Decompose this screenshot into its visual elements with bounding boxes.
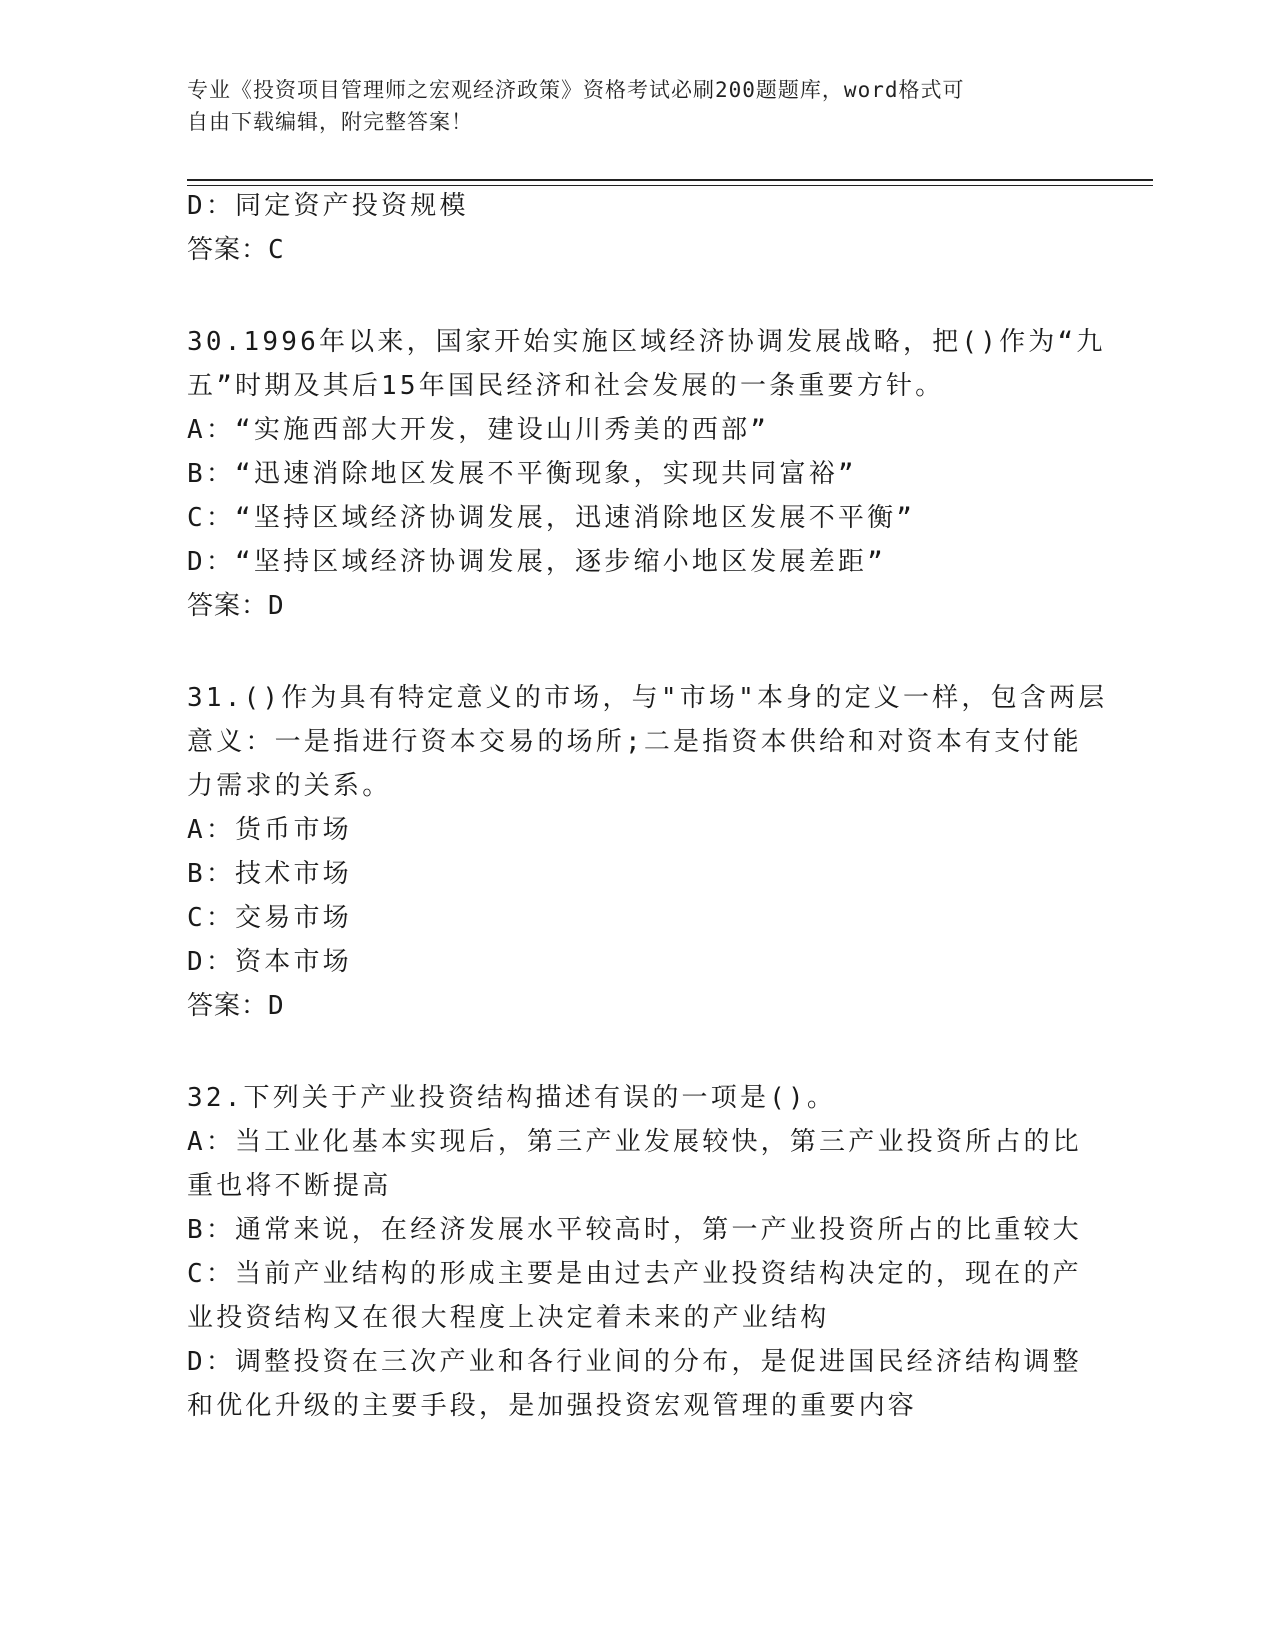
q31-option-a: A：货币市场 xyxy=(187,815,352,845)
q31-answer: 答案：D xyxy=(187,991,285,1021)
q30-option-a: A：“实施西部大开发，建设山川秀美的西部” xyxy=(187,415,770,445)
header-line-1: 专业《投资项目管理师之宏观经济政策》资格考试必刷200题题库，word格式可 xyxy=(187,78,965,102)
q30-option-c: C：“坚持区域经济协调发展，迅速消除地区发展不平衡” xyxy=(187,503,916,533)
q31-option-b: B：技术市场 xyxy=(187,859,352,889)
q30-stem-line-2: 五”时期及其后15年国民经济和社会发展的一条重要方针。 xyxy=(187,371,945,401)
q32-option-d-line-2: 和优化升级的主要手段，是加强投资宏观管理的重要内容 xyxy=(187,1391,918,1421)
page-header xyxy=(187,74,1077,138)
q31-stem-line-2: 意义：一是指进行资本交易的场所;二是指资本供给和对资本有支付能 xyxy=(187,727,1082,757)
q30-answer: 答案：D xyxy=(187,591,285,621)
q30-option-d: D：“坚持区域经济协调发展，逐步缩小地区发展差距” xyxy=(187,547,886,577)
q30-option-b: B：“迅速消除地区发展不平衡现象，实现共同富裕” xyxy=(187,459,857,489)
prev-answer: 答案：C xyxy=(187,235,285,265)
q32-stem-line-1: 32.下列关于产业投资结构描述有误的一项是()。 xyxy=(187,1083,837,1113)
header-line-2: 自由下载编辑，附完整答案！ xyxy=(187,110,473,134)
q30-stem-line-1: 30.1996年以来，国家开始实施区域经济协调发展战略，把()作为“九 xyxy=(187,327,1106,357)
q31-stem-line-1: 31.()作为具有特定意义的市场，与"市场"本身的定义一样，包含两层 xyxy=(187,683,1108,713)
header-rule-thick xyxy=(187,179,1153,181)
q31-option-c: C：交易市场 xyxy=(187,903,352,933)
q32-option-c-line-1: C：当前产业结构的形成主要是由过去产业投资结构决定的，现在的产 xyxy=(187,1259,1082,1289)
prev-option-d: D：同定资产投资规模 xyxy=(187,191,469,221)
q32-option-b: B：通常来说，在经济发展水平较高时，第一产业投资所占的比重较大 xyxy=(187,1215,1082,1245)
q31-option-d: D：资本市场 xyxy=(187,947,352,977)
q32-option-a-line-1: A：当工业化基本实现后，第三产业发展较快，第三产业投资所占的比 xyxy=(187,1127,1082,1157)
q31-stem-line-3: 力需求的关系。 xyxy=(187,771,392,801)
q32-option-a-line-2: 重也将不断提高 xyxy=(187,1171,392,1201)
q32-option-d-line-1: D：调整投资在三次产业和各行业间的分布，是促进国民经济结构调整 xyxy=(187,1347,1082,1377)
header-rule-thin xyxy=(187,185,1153,186)
q32-option-c-line-2: 业投资结构又在很大程度上决定着未来的产业结构 xyxy=(187,1303,830,1333)
